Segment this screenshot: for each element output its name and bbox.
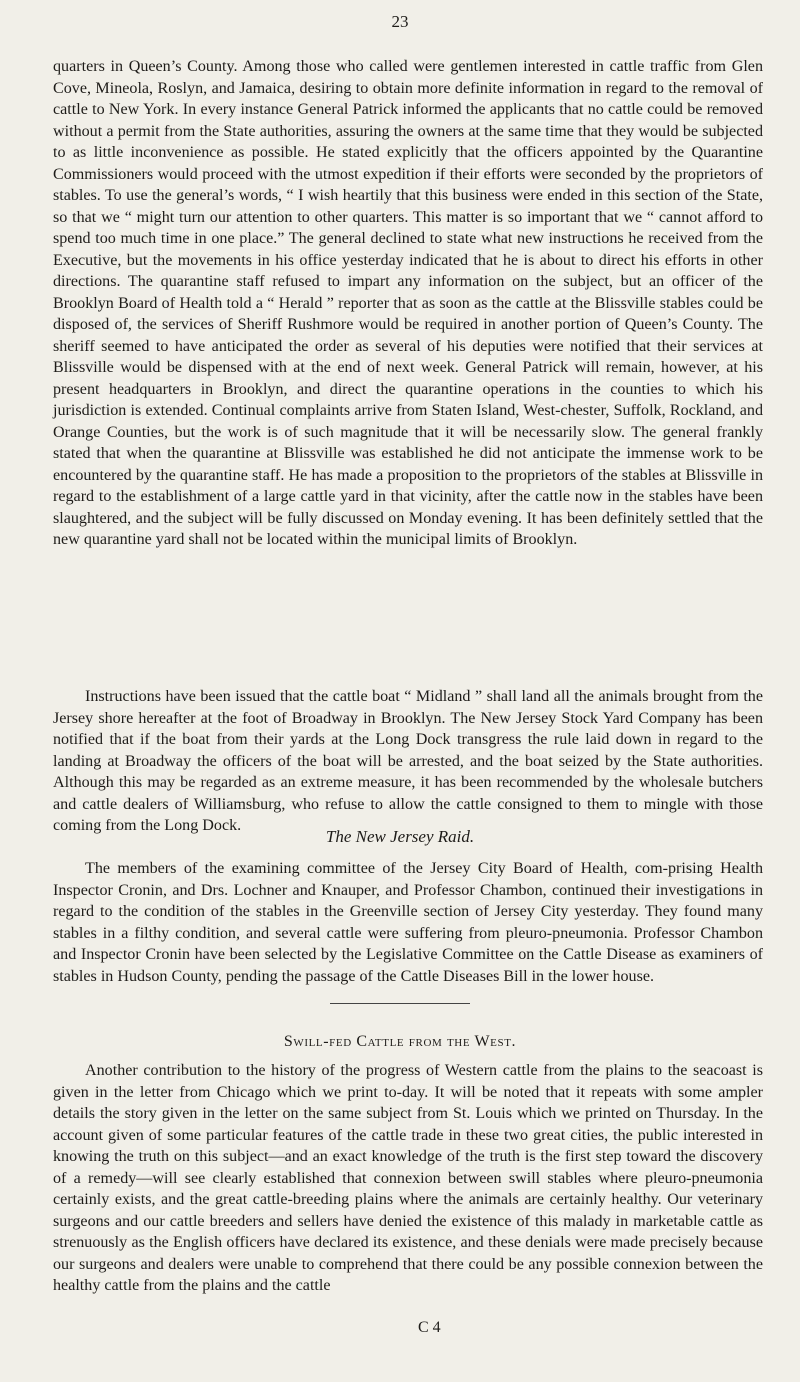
text-block-3 [53,858,763,987]
page-number: 23 [391,12,409,31]
paragraph-quarantine-queens: quarters in Queen’s County. Among those who called were gentlemen interested in cattle traffic from Glen Cove, Mineola, Roslyn, and Jamaica, desiring to obtain more definite information in regard to the removal of cattle to New York. In every instance General Patrick informed the applicants that no cattle could be removed without a permit from the State authorities, assuring the owners at the same time that they would be subjected to as little inconvenience as possible. He stated explicitly that the officers appointed by the Quarantine Commissioners would proceed with the utmost expedition if their efforts were seconded by the proprietors of stables. To use the general’s words, “ I wish heartily that this business were ended in this section of the State, so that we “ might turn our attention to other quarters. This matter is so important that we “ cannot afford to spend too much time in one place.” The general declined to state what new instructions he received from the Executive, but the movements in his office yesterday indicated that he is about to direct his efforts in other directions. The quarantine staff refused to impart any information on the subject, but an officer of the Brooklyn Board of Health told a “ Herald ” reporter that as soon as the cattle at the Blissville stables could be disposed of, the services of Sheriff Rushmore would be required in another portion of Queen’s County. The sheriff seemed to have anticipated the order as several of his deputies were notified that their services at Blissville would be dispensed with at the end of next week. General Patrick will remain, however, at his present headquarters in Brooklyn, and direct the quarantine operations in the counties to which his jurisdiction is extended. Continual complaints arrive from Staten Island, West-chester, Suffolk, Rockland, and Orange Counties, but the work is of such magnitude that it will be necessarily slow. The general frankly stated that when the quarantine at Blissville was established he did not anticipate the immense work to be encountered by the quarantine staff. He has made a proposition to the proprietors of the stables at Blissville in regard to the establishment of a large cattle yard in that vicinity, after the cattle now in the stables have been slaughtered, and the subject will be fully discussed on Monday evening. It has been definitely settled that the new quarantine yard shall not be located within the municipal limits of Brooklyn. [53,58,763,548]
signature-mark: C 4 [418,1319,441,1336]
text-block-1 [53,56,763,551]
text-block-2 [53,686,763,837]
paragraph-western-cattle: Another contribution to the history of the progress of Western cattle from the plains to the seacoast is given in the letter from Chicago which we print to-day. It will be noted that it repeats with some ampler details the story given in the letter on the same subject from St. Louis which we printed on Thursday. In the account given of some particular features of the cattle trade in these two great cities, the public interested in knowing the truth on this subject—and an exact knowledge of the truth is the first step toward the discovery of a remedy—will see clearly established that connexion between swill stables where pleuro-pneumonia certainly exists, and the great cattle-breeding plains where the animals are certainly healthy. Our veterinary surgeons and our cattle breeders and sellers have denied the existence of this malady in marketable cattle as strenuously as the English officers have declared its existence, and these denials were made precisely because our surgeons and dealers were unable to comprehend that there could be any possible connexion between the healthy cattle from the plains and the cattle [53,1062,763,1294]
section-divider [330,1003,470,1004]
paragraph-examining-committee: The members of the examining committee of the Jersey City Board of Health, com-prising Health Inspector Cronin, and Drs. Lochner and Knauper, and Professor Chambon, continued their investigations in regard to the condition of the stables in the Greenville section of Jersey City yesterday. They found many stables in a filthy condition, and several cattle were suffering from pleuro-pneumonia. Professor Chambon and Inspector Cronin have been selected by the Legislative Committee on the Cattle Disease as examiners of stables in Hudson County, pending the passage of the Cattle Diseases Bill in the lower house. [53,860,763,985]
paragraph-cattle-boat: Instructions have been issued that the cattle boat “ Midland ” shall land all the animals brought from the Jersey shore hereafter at the foot of Broadway in Brooklyn. The New Jersey Stock Yard Company has been notified that if the boat from their yards at the Long Dock transgress the rule laid down in regard to the landing at Broadway the officers of the boat will be arrested, and the boat seized by the State authorities. Although this may be regarded as an extreme measure, it has been recommended by the wholesale butchers and cattle dealers of Williamsburg, who refuse to allow the cattle consigned to them to mingle with those coming from the Long Dock. [53,688,763,834]
text-block-4 [53,1060,763,1297]
section-heading-new-jersey-raid: The New Jersey Raid. [325,827,475,846]
section-heading-swill-fed-cattle: Swill-fed Cattle from the West. [283,1033,517,1050]
